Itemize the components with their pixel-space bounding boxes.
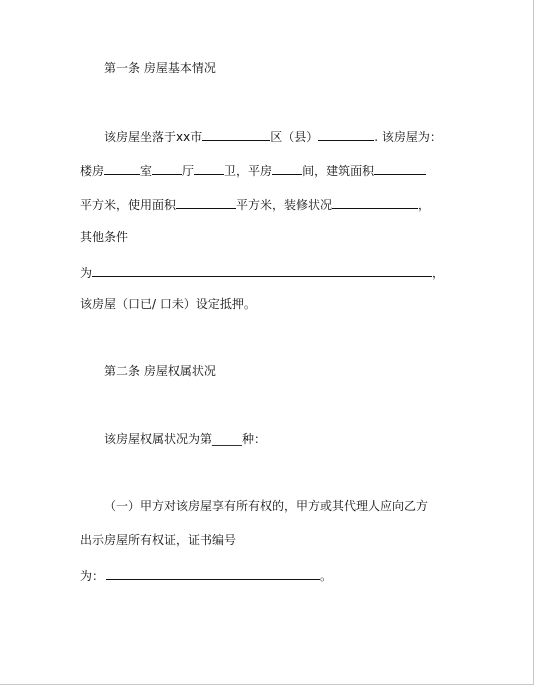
- article-1-heading: 第一条 房屋基本情况: [104, 61, 216, 75]
- article-2-line-certificate-number: 为： 。: [80, 566, 332, 582]
- usable-area-blank: [176, 195, 236, 209]
- other-conditions-blank: [92, 263, 432, 277]
- decoration-blank: [332, 195, 418, 209]
- rooms-blank: [104, 161, 140, 175]
- article-1-line-location: 该房屋坐落于xx市 区（县） . 该房屋为：: [104, 127, 442, 143]
- city-blank: [202, 127, 270, 141]
- article-2-line-certificate: 出示房屋所有权证，证书编号: [80, 533, 237, 547]
- article-1-line-other: 其他条件: [80, 230, 129, 244]
- halls-blank: [152, 161, 182, 175]
- article-2-line-ownership: （一）甲方对该房屋享有所有权的，甲方或其代理人应向乙方: [104, 499, 429, 513]
- district-blank: [318, 127, 374, 141]
- article-2-heading: 第二条 房屋权属状况: [104, 364, 216, 378]
- article-1-line-mortgage: 该房屋（口已/ 口未）设定抵押。: [80, 297, 256, 311]
- building-area-blank: [374, 161, 426, 175]
- article-1-line-area: 平方米，使用面积 平方米，装修状况 ，: [80, 195, 430, 211]
- baths-blank: [194, 161, 224, 175]
- bungalow-rooms-blank: [272, 161, 302, 175]
- article-1-line-rooms: 楼房 室 厅 卫，平房 间，建筑面积: [80, 161, 426, 177]
- article-1-line-other-blank: 为 ，: [80, 263, 444, 279]
- article-2-line-status: 该房屋权属状况为第_____种：: [104, 432, 267, 446]
- certificate-number-blank: [106, 566, 320, 580]
